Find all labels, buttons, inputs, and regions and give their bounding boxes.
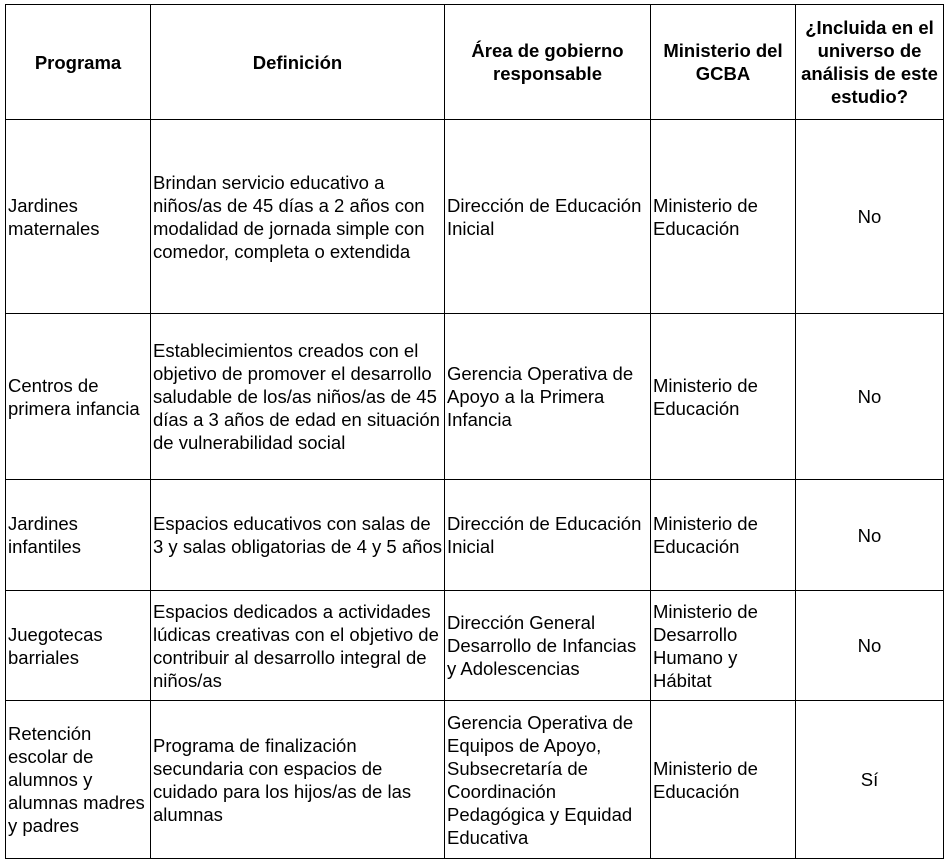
cell-ministerio: Ministerio de Educación <box>651 480 796 591</box>
table-row <box>6 701 944 859</box>
table-row <box>6 480 944 591</box>
cell-programa: Retención escolar de alumnos y alumnas madres y padres <box>6 701 151 859</box>
programs-table <box>5 4 944 859</box>
cell-area: Dirección General Desarrollo de Infancias y Adolescencias <box>445 591 651 701</box>
cell-ministerio: Ministerio de Educación <box>651 120 796 314</box>
cell-definicion: Brindan servicio educativo a niños/as de 45 días a 2 años con modalidad de jornada simple con comedor, completa o extendida <box>151 120 445 314</box>
header-programa: Programa <box>6 5 151 120</box>
cell-definicion: Programa de finalización secundaria con espacios de cuidado para los hijos/as de las alumnas <box>151 701 445 859</box>
cell-incluida: No <box>796 591 944 701</box>
cell-incluida: No <box>796 480 944 591</box>
cell-definicion: Espacios dedicados a actividades lúdicas creativas con el objetivo de contribuir al desarrollo integral de niños/as <box>151 591 445 701</box>
cell-incluida: Sí <box>796 701 944 859</box>
cell-ministerio: Ministerio de Desarrollo Humano y Hábitat <box>651 591 796 701</box>
cell-programa: Centros de primera infancia <box>6 314 151 480</box>
header-definicion: Definición <box>151 5 445 120</box>
cell-definicion: Establecimientos creados con el objetivo de promover el desarrollo saludable de los/as niños/as de 45 días a 3 años de edad en situación de vulnerabilidad social <box>151 314 445 480</box>
table-row <box>6 120 944 314</box>
cell-area: Dirección de Educación Inicial <box>445 120 651 314</box>
cell-incluida: No <box>796 314 944 480</box>
cell-ministerio: Ministerio de Educación <box>651 314 796 480</box>
header-area: Área de gobierno responsable <box>445 5 651 120</box>
header-ministerio: Ministerio del GCBA <box>651 5 796 120</box>
cell-incluida: No <box>796 120 944 314</box>
table-row <box>6 591 944 701</box>
cell-ministerio: Ministerio de Educación <box>651 701 796 859</box>
cell-area: Gerencia Operativa de Equipos de Apoyo, Subsecretaría de Coordinación Pedagógica y Equidad Educativa <box>445 701 651 859</box>
cell-programa: Juegotecas barriales <box>6 591 151 701</box>
cell-programa: Jardines maternales <box>6 120 151 314</box>
cell-area: Gerencia Operativa de Apoyo a la Primera Infancia <box>445 314 651 480</box>
cell-area: Dirección de Educación Inicial <box>445 480 651 591</box>
table-row <box>6 314 944 480</box>
header-incluida: ¿Incluida en el universo de análisis de este estudio? <box>796 5 944 120</box>
header-row <box>6 5 944 120</box>
cell-programa: Jardines infantiles <box>6 480 151 591</box>
cell-definicion: Espacios educativos con salas de 3 y salas obligatorias de 4 y 5 años <box>151 480 445 591</box>
